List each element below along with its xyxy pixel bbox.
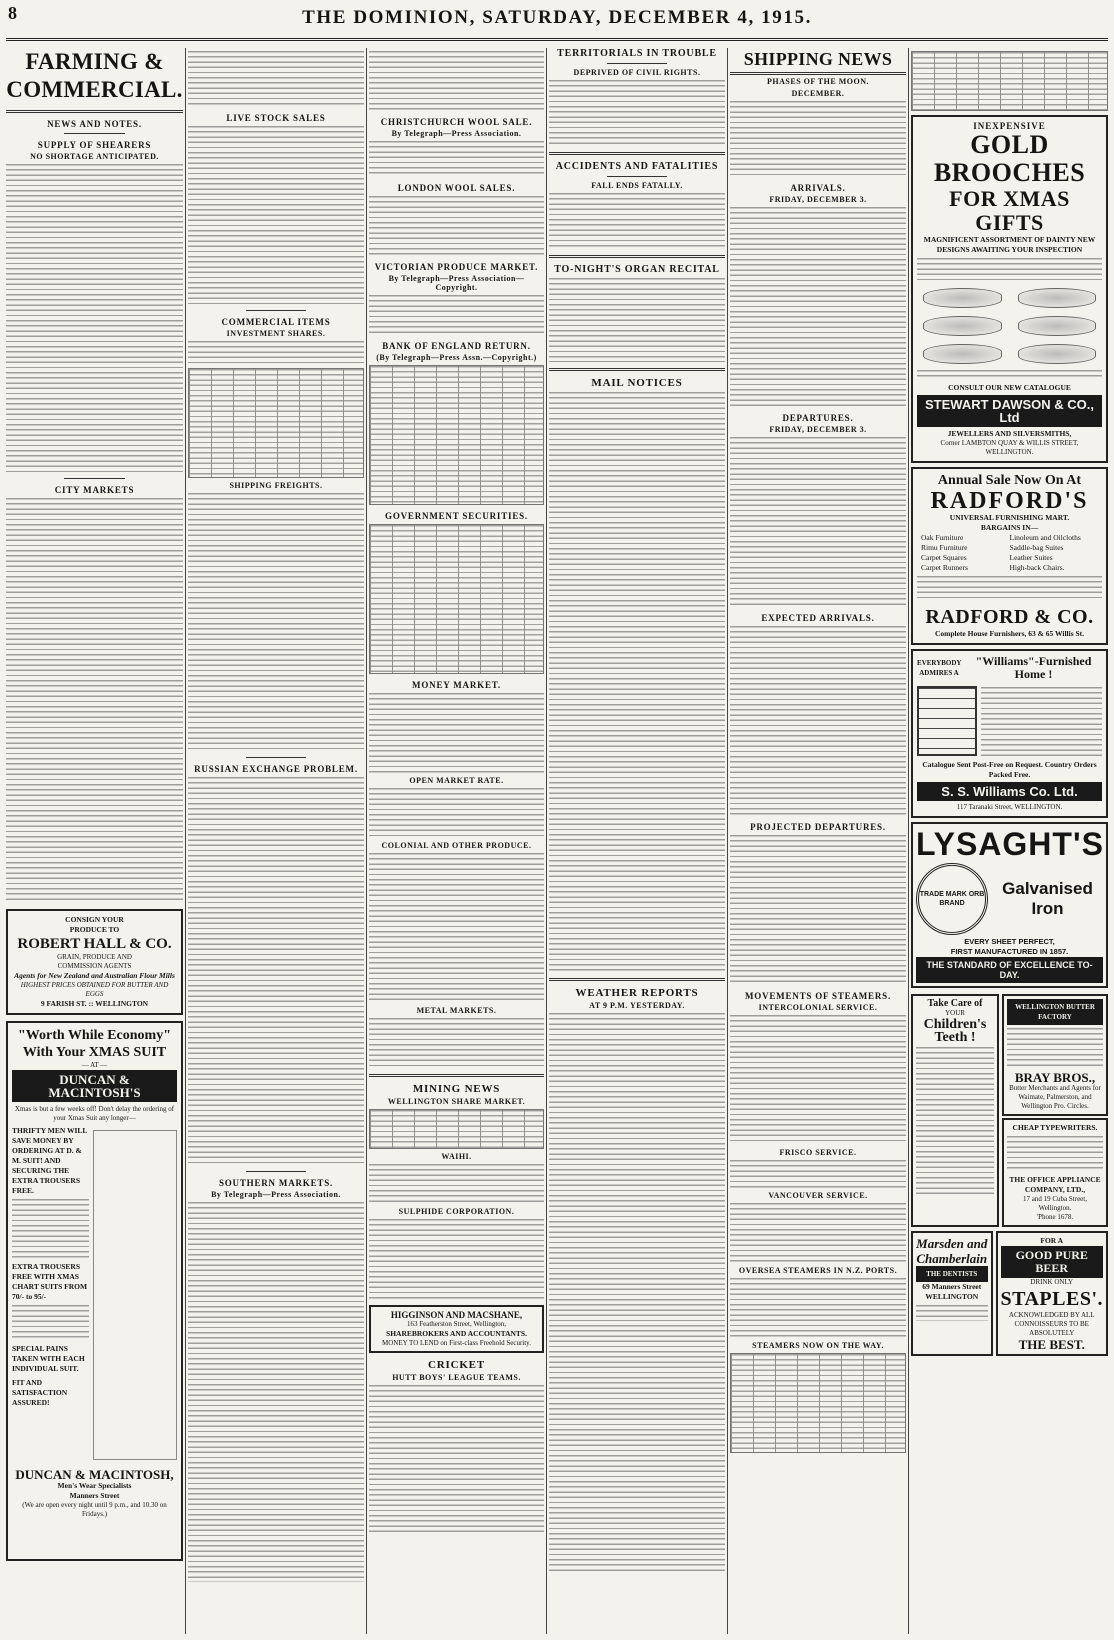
masthead-rule xyxy=(6,38,1108,41)
article-body xyxy=(369,1018,544,1068)
marsden-chamberlain-advert xyxy=(911,1231,993,1356)
brooch-illustration xyxy=(1018,344,1097,364)
list-item: Carpet Runners xyxy=(921,563,968,572)
ad-body xyxy=(917,370,1102,380)
advertiser-name: RADFORD & CO. xyxy=(925,606,1094,628)
ad-headline: CHEAP TYPEWRITERS. xyxy=(1012,1123,1098,1132)
article-body xyxy=(369,1164,544,1204)
advertiser-name: DUNCAN & MACINTOSH, xyxy=(15,1467,174,1482)
article-subtitle: AT 9 P.M. YESTERDAY. xyxy=(589,1001,685,1010)
article-title: LONDON WOOL SALES. xyxy=(397,183,516,193)
divider xyxy=(6,110,183,113)
divider xyxy=(549,152,725,155)
article-subtitle: By Telegraph—Press Association—Copyright. xyxy=(388,274,525,292)
advertiser-address: Corner LAMBTON QUAY & WILLIS STREET, WELLINGTON. xyxy=(940,439,1079,456)
article-body xyxy=(369,51,544,111)
article-body xyxy=(188,126,364,306)
ad-text: UNIVERSAL FURNISHING MART. xyxy=(949,513,1070,522)
article-subtitle: FRIDAY, DECEMBER 3. xyxy=(769,425,867,434)
advertiser-name: THE OFFICE APPLIANCE COMPANY, LTD., xyxy=(1009,1175,1101,1194)
article-subtitle: DECEMBER. xyxy=(791,89,845,98)
divider xyxy=(246,1171,306,1172)
article-subtitle: By Telegraph—Press Association. xyxy=(391,129,522,138)
shipping-news-heading: SHIPPING NEWS xyxy=(743,49,893,69)
masthead xyxy=(0,0,1114,44)
article-title: MINING NEWS xyxy=(412,1083,501,1095)
ad-text: ACKNOWLEDGED BY ALL CONNOISSEURS TO BE ABSOLUTELY xyxy=(1008,1311,1095,1337)
article-title: SUPPLY OF SHEARERS xyxy=(37,140,152,150)
column-rule xyxy=(908,48,909,1634)
article-body xyxy=(730,1160,906,1188)
duncan-macintosh-advert xyxy=(6,1021,183,1561)
advertiser-address: Complete House Furnishers, 63 & 65 Willis St. xyxy=(934,629,1085,638)
article-body xyxy=(369,788,544,838)
ad-headline: Take Care of xyxy=(927,998,983,1009)
departures-list xyxy=(730,437,906,607)
list-item: Oak Furniture xyxy=(921,533,964,542)
article-title: ACCIDENTS AND FATALITIES xyxy=(555,161,719,172)
article-body xyxy=(188,341,364,365)
advertiser-name: RADFORD'S xyxy=(930,488,1089,514)
ad-text: Xmas is but a few weeks off! Don't delay the ordering of your Xmas Suit any longer— xyxy=(14,1105,175,1122)
advertiser-name: DUNCAN & MACINTOSH'S xyxy=(12,1070,177,1102)
ad-text: MONEY TO LEND on First-class Freehold Security. xyxy=(382,1339,531,1347)
ad-text: DRINK ONLY xyxy=(1030,1278,1074,1286)
ad-text: Catalogue Sent Post-Free on Request. Country Orders Packed Free. xyxy=(922,760,1097,779)
ad-text: EVERYBODY ADMIRES A xyxy=(917,659,962,677)
article-subtitle: COLONIAL AND OTHER PRODUCE. xyxy=(381,841,532,850)
article-title: MOVEMENTS OF STEAMERS. xyxy=(744,991,892,1001)
article-body xyxy=(730,1203,906,1263)
steamers-on-way-table xyxy=(730,1353,906,1453)
article-title: SOUTHERN MARKETS. xyxy=(218,1178,334,1188)
divider xyxy=(607,63,667,64)
ad-body xyxy=(12,1199,89,1259)
article-body xyxy=(369,196,544,256)
article-body xyxy=(188,1202,364,1582)
advertiser-address: Manners Street xyxy=(69,1491,120,1500)
ad-body xyxy=(1007,1136,1103,1172)
list-item: High-back Chairs. xyxy=(1009,563,1065,572)
ad-text: BARGAINS IN— xyxy=(980,523,1039,532)
article-subtitle: DEPRIVED OF CIVIL RIGHTS. xyxy=(573,68,701,77)
robert-hall-advert xyxy=(6,909,183,1015)
moon-sun-tide-table xyxy=(730,101,906,177)
article-subtitle: INVESTMENT SHARES. xyxy=(226,329,326,338)
radford-advert xyxy=(911,467,1108,645)
ad-text: JEWELLERS AND SILVERSMITHS, xyxy=(947,429,1072,438)
share-table xyxy=(188,368,364,478)
article-body xyxy=(369,295,544,335)
bank-return-table xyxy=(369,365,544,505)
list-item: Saddle-bag Suites xyxy=(1009,543,1064,552)
ad-headline: Children's xyxy=(923,1017,987,1032)
ad-body xyxy=(916,1305,988,1321)
article-title: BANK OF ENGLAND RETURN. xyxy=(382,341,531,351)
brooch-illustration xyxy=(923,316,1002,336)
ad-headline: GOOD PURE BEER xyxy=(1001,1246,1104,1278)
article-body xyxy=(369,693,544,773)
ad-text: Agents for New Zealand and Australian Flour Mills xyxy=(14,971,175,980)
ad-text: (We are open every night until 9 p.m., and 10.30 on Fridays.) xyxy=(22,1501,167,1518)
bargain-list xyxy=(917,533,1102,573)
article-title: MAIL NOTICES xyxy=(591,377,683,389)
article-title: MONEY MARKET. xyxy=(412,680,501,690)
ad-text: THE STANDARD OF EXCELLENCE TO-DAY. xyxy=(916,957,1103,983)
ad-headline: "Williams"-Furnished Home ! xyxy=(975,654,1092,681)
divider xyxy=(64,133,124,134)
ad-text: FOR A xyxy=(1040,1236,1064,1245)
divider xyxy=(246,310,306,311)
advertiser-name: S. S. Williams Co. Ltd. xyxy=(917,782,1102,801)
column-rule xyxy=(546,48,547,1634)
ad-text: GRAIN, PRODUCE AND xyxy=(57,953,132,961)
ad-headline: "Worth While Economy" xyxy=(18,1028,171,1043)
ad-text: HIGHEST PRICES OBTAINED FOR BUTTER AND EGGS xyxy=(20,981,169,998)
ad-text: PRODUCE TO xyxy=(69,925,120,934)
ad-text: CONSIGN YOUR xyxy=(65,915,124,924)
ad-text: INEXPENSIVE xyxy=(973,121,1046,131)
article-title: WEATHER REPORTS xyxy=(575,987,699,999)
stewart-dawson-advert xyxy=(911,115,1108,463)
ad-offer: EXTRA TROUSERS FREE WITH XMAS CHART SUITS FROM 70/- to 95/- xyxy=(12,1262,88,1301)
article-body xyxy=(730,1278,906,1338)
article-body xyxy=(549,193,725,249)
ad-headline: GOLD BROOCHES xyxy=(933,130,1086,187)
staples-beer-advert xyxy=(996,1231,1109,1356)
advertiser-phone: 'Phone 1678. xyxy=(1036,1213,1074,1221)
article-subtitle: FRIDAY, DECEMBER 3. xyxy=(769,195,867,204)
article-title: PROJECTED DEPARTURES. xyxy=(750,822,886,832)
divider xyxy=(369,1074,544,1077)
column-3 xyxy=(369,48,544,1634)
ad-text: SPECIAL PAINS TAKEN WITH EACH INDIVIDUAL SUIT. xyxy=(12,1344,85,1373)
list-item: Carpet Squares xyxy=(921,553,967,562)
article-title: CITY MARKETS xyxy=(54,485,135,495)
ad-text: THRIFTY MEN WILL SAVE MONEY BY ORDERING AT D. & M. SUIT! AND SECURING THE EXTRA TROUSERS FREE. xyxy=(12,1126,88,1195)
article-title: ARRIVALS. xyxy=(790,183,846,193)
article-subtitle: PHASES OF THE MOON. xyxy=(767,77,869,86)
childrens-teeth-advert xyxy=(911,994,999,1227)
article-title: COMMERCIAL ITEMS xyxy=(221,317,331,327)
office-appliance-advert xyxy=(1002,1118,1108,1227)
article-title: GOVERNMENT SECURITIES. xyxy=(385,511,528,521)
article-title: TERRITORIALS IN TROUBLE xyxy=(557,48,717,59)
column-4 xyxy=(549,48,725,1634)
article-body xyxy=(188,493,364,753)
ad-text: WELLINGTON BUTTER FACTORY xyxy=(1007,999,1103,1025)
list-item: Rimu Furniture xyxy=(921,543,968,552)
ad-text: COMMISSION AGENTS xyxy=(57,962,132,970)
ad-text: YOUR xyxy=(945,1009,965,1017)
advertiser-name: ROBERT HALL & CO. xyxy=(17,936,172,952)
brooch-illustration xyxy=(923,288,1002,308)
advertiser-name: Marsden and Chamberlain xyxy=(916,1236,988,1266)
ad-body xyxy=(917,258,1102,282)
ad-text: EVERY SHEET PERFECT, xyxy=(964,937,1055,946)
ad-body xyxy=(1007,1028,1103,1068)
article-subtitle: FRISCO SERVICE. xyxy=(779,1148,857,1157)
williams-advert xyxy=(911,649,1108,818)
article-body xyxy=(188,777,364,1167)
article-subtitle: By Telegraph—Press Association. xyxy=(211,1190,341,1199)
securities-table xyxy=(369,524,544,674)
ad-headline: Teeth ! xyxy=(934,1030,976,1045)
ad-headline: Galvanised Iron xyxy=(1002,879,1093,918)
ad-body xyxy=(916,1047,994,1197)
article-subtitle: HUTT BOYS' LEAGUE TEAMS. xyxy=(392,1373,521,1382)
article-body xyxy=(549,392,725,972)
bray-bros-advert xyxy=(1002,994,1108,1116)
article-body xyxy=(188,51,364,107)
article-body xyxy=(369,141,544,177)
ad-headline: Annual Sale Now On At xyxy=(937,473,1082,488)
ad-text: Butter Merchants and Agents for Waimate, Palmerston, and Wellington Pro. Circles. xyxy=(1009,1084,1101,1110)
article-body xyxy=(6,164,183,474)
news-notes-heading: NEWS AND NOTES. xyxy=(47,119,142,129)
advertiser-address: 163 Featherston Street, Wellington, xyxy=(406,1320,507,1328)
higginson-macshane-advert xyxy=(369,1305,544,1353)
article-subtitle: OPEN MARKET RATE. xyxy=(409,776,504,785)
column-5 xyxy=(730,48,906,1634)
section-heading-farming: FARMING & COMMERCIAL. xyxy=(6,49,183,102)
article-body xyxy=(549,1013,725,1573)
ad-text: Men's Wear Specialists xyxy=(57,1481,132,1490)
article-title: RUSSIAN EXCHANGE PROBLEM. xyxy=(194,764,358,774)
article-title: VICTORIAN PRODUCE MARKET. xyxy=(374,262,539,272)
divider xyxy=(549,368,725,371)
article-body xyxy=(369,853,544,1003)
column-rule xyxy=(366,48,367,1634)
article-title: DEPARTURES. xyxy=(782,413,854,423)
article-subtitle: STEAMERS NOW ON THE WAY. xyxy=(752,1341,884,1350)
ad-headline: THE BEST. xyxy=(1018,1337,1085,1352)
article-subtitle: NO SHORTAGE ANTICIPATED. xyxy=(30,152,159,161)
advertiser-name: STAPLES'. xyxy=(1000,1288,1103,1310)
ad-text: THE DENTISTS xyxy=(916,1266,988,1282)
column-rule xyxy=(727,48,728,1634)
article-subtitle: SHIPPING FREIGHTS. xyxy=(229,481,323,490)
ad-text: — AT — xyxy=(81,1061,108,1069)
advertiser-name: STEWART DAWSON & CO., Ltd xyxy=(917,395,1102,427)
advertiser-address: 69 Manners Street xyxy=(922,1282,982,1291)
article-subtitle: OVERSEA STEAMERS IN N.Z. PORTS. xyxy=(738,1266,898,1275)
article-body xyxy=(549,278,725,362)
ad-text: CONSULT OUR NEW CATALOGUE xyxy=(948,383,1071,392)
article-subtitle: FALL ENDS FATALLY. xyxy=(591,181,683,190)
ad-body xyxy=(917,576,1102,602)
ad-headline: FOR XMAS GIFTS xyxy=(949,186,1070,235)
list-item: Leather Suites xyxy=(1009,553,1053,562)
divider xyxy=(64,478,124,479)
divider xyxy=(607,176,667,177)
article-title: TO-NIGHT'S ORGAN RECITAL xyxy=(554,264,720,275)
advertiser-address: 9 FARISH ST. :: WELLINGTON xyxy=(40,999,149,1008)
ad-text: FIT AND SATISFACTION ASSURED! xyxy=(12,1378,68,1407)
ad-text: MAGNIFICENT ASSORTMENT OF DAINTY NEW DESIGNS AWAITING YOUR INSPECTION xyxy=(923,235,1096,254)
column-6 xyxy=(911,48,1108,1634)
expected-arrivals-list xyxy=(730,626,906,816)
lysaght-advert xyxy=(911,822,1108,988)
column-1 xyxy=(6,48,183,1634)
article-body xyxy=(369,1219,544,1299)
share-table xyxy=(369,1109,544,1149)
ad-headline: With Your XMAS SUIT xyxy=(22,1045,167,1060)
advertiser-address: WELLINGTON xyxy=(925,1292,979,1301)
article-subtitle: WELLINGTON SHARE MARKET. xyxy=(387,1097,526,1106)
newspaper-title: THE DOMINION, SATURDAY, DECEMBER 4, 1915. xyxy=(302,7,812,28)
advertiser-name: HIGGINSON AND MACSHANE, xyxy=(390,1310,523,1320)
advertiser-name: BRAY BROS., xyxy=(1014,1070,1096,1085)
advertiser-name: LYSAGHT'S xyxy=(916,826,1104,862)
ad-body xyxy=(981,687,1102,757)
divider xyxy=(549,255,725,258)
article-title: EXPECTED ARRIVALS. xyxy=(761,613,875,623)
ad-text: FIRST MANUFACTURED IN 1857. xyxy=(950,947,1069,956)
suit-illustration xyxy=(93,1130,177,1460)
trademark-seal: TRADE MARK ORB BRAND xyxy=(916,863,988,935)
article-title: CHRISTCHURCH WOOL SALE. xyxy=(380,117,533,127)
list-item: Linoleum and Oilcloths xyxy=(1009,533,1081,542)
ad-text: SHAREBROKERS AND ACCOUNTANTS. xyxy=(386,1329,527,1338)
article-body xyxy=(369,1385,544,1535)
article-subtitle: SULPHIDE CORPORATION. xyxy=(398,1207,515,1216)
projected-departures-list xyxy=(730,835,906,985)
page-number: 8 xyxy=(8,3,17,23)
advertiser-address: 117 Taranaki Street, WELLINGTON. xyxy=(956,803,1063,811)
article-body xyxy=(549,80,725,146)
ad-body xyxy=(12,1305,89,1341)
brooch-illustration xyxy=(1018,288,1097,308)
divider xyxy=(549,978,725,981)
advertiser-address: 17 and 19 Cuba Street, Wellington. xyxy=(1023,1195,1087,1212)
article-body xyxy=(6,498,183,903)
dresser-illustration xyxy=(917,686,977,756)
article-title: CRICKET xyxy=(428,1359,485,1371)
article-body xyxy=(730,1015,906,1145)
article-subtitle: (By Telegraph—Press Assn.—Copyright.) xyxy=(376,353,537,362)
divider xyxy=(246,757,306,758)
divider xyxy=(730,72,906,75)
article-subtitle: VANCOUVER SERVICE. xyxy=(768,1191,868,1200)
brooch-illustration xyxy=(1018,316,1097,336)
article-subtitle: METAL MARKETS. xyxy=(416,1006,497,1015)
brooch-illustration xyxy=(923,344,1002,364)
arrivals-list xyxy=(730,207,906,407)
article-title: LIVE STOCK SALES xyxy=(226,113,326,123)
column-rule xyxy=(185,48,186,1634)
ship-schedule-table xyxy=(911,51,1108,111)
article-subtitle: WAIHI. xyxy=(441,1152,472,1161)
article-subtitle: INTERCOLONIAL SERVICE. xyxy=(758,1003,878,1012)
column-2 xyxy=(188,48,364,1634)
